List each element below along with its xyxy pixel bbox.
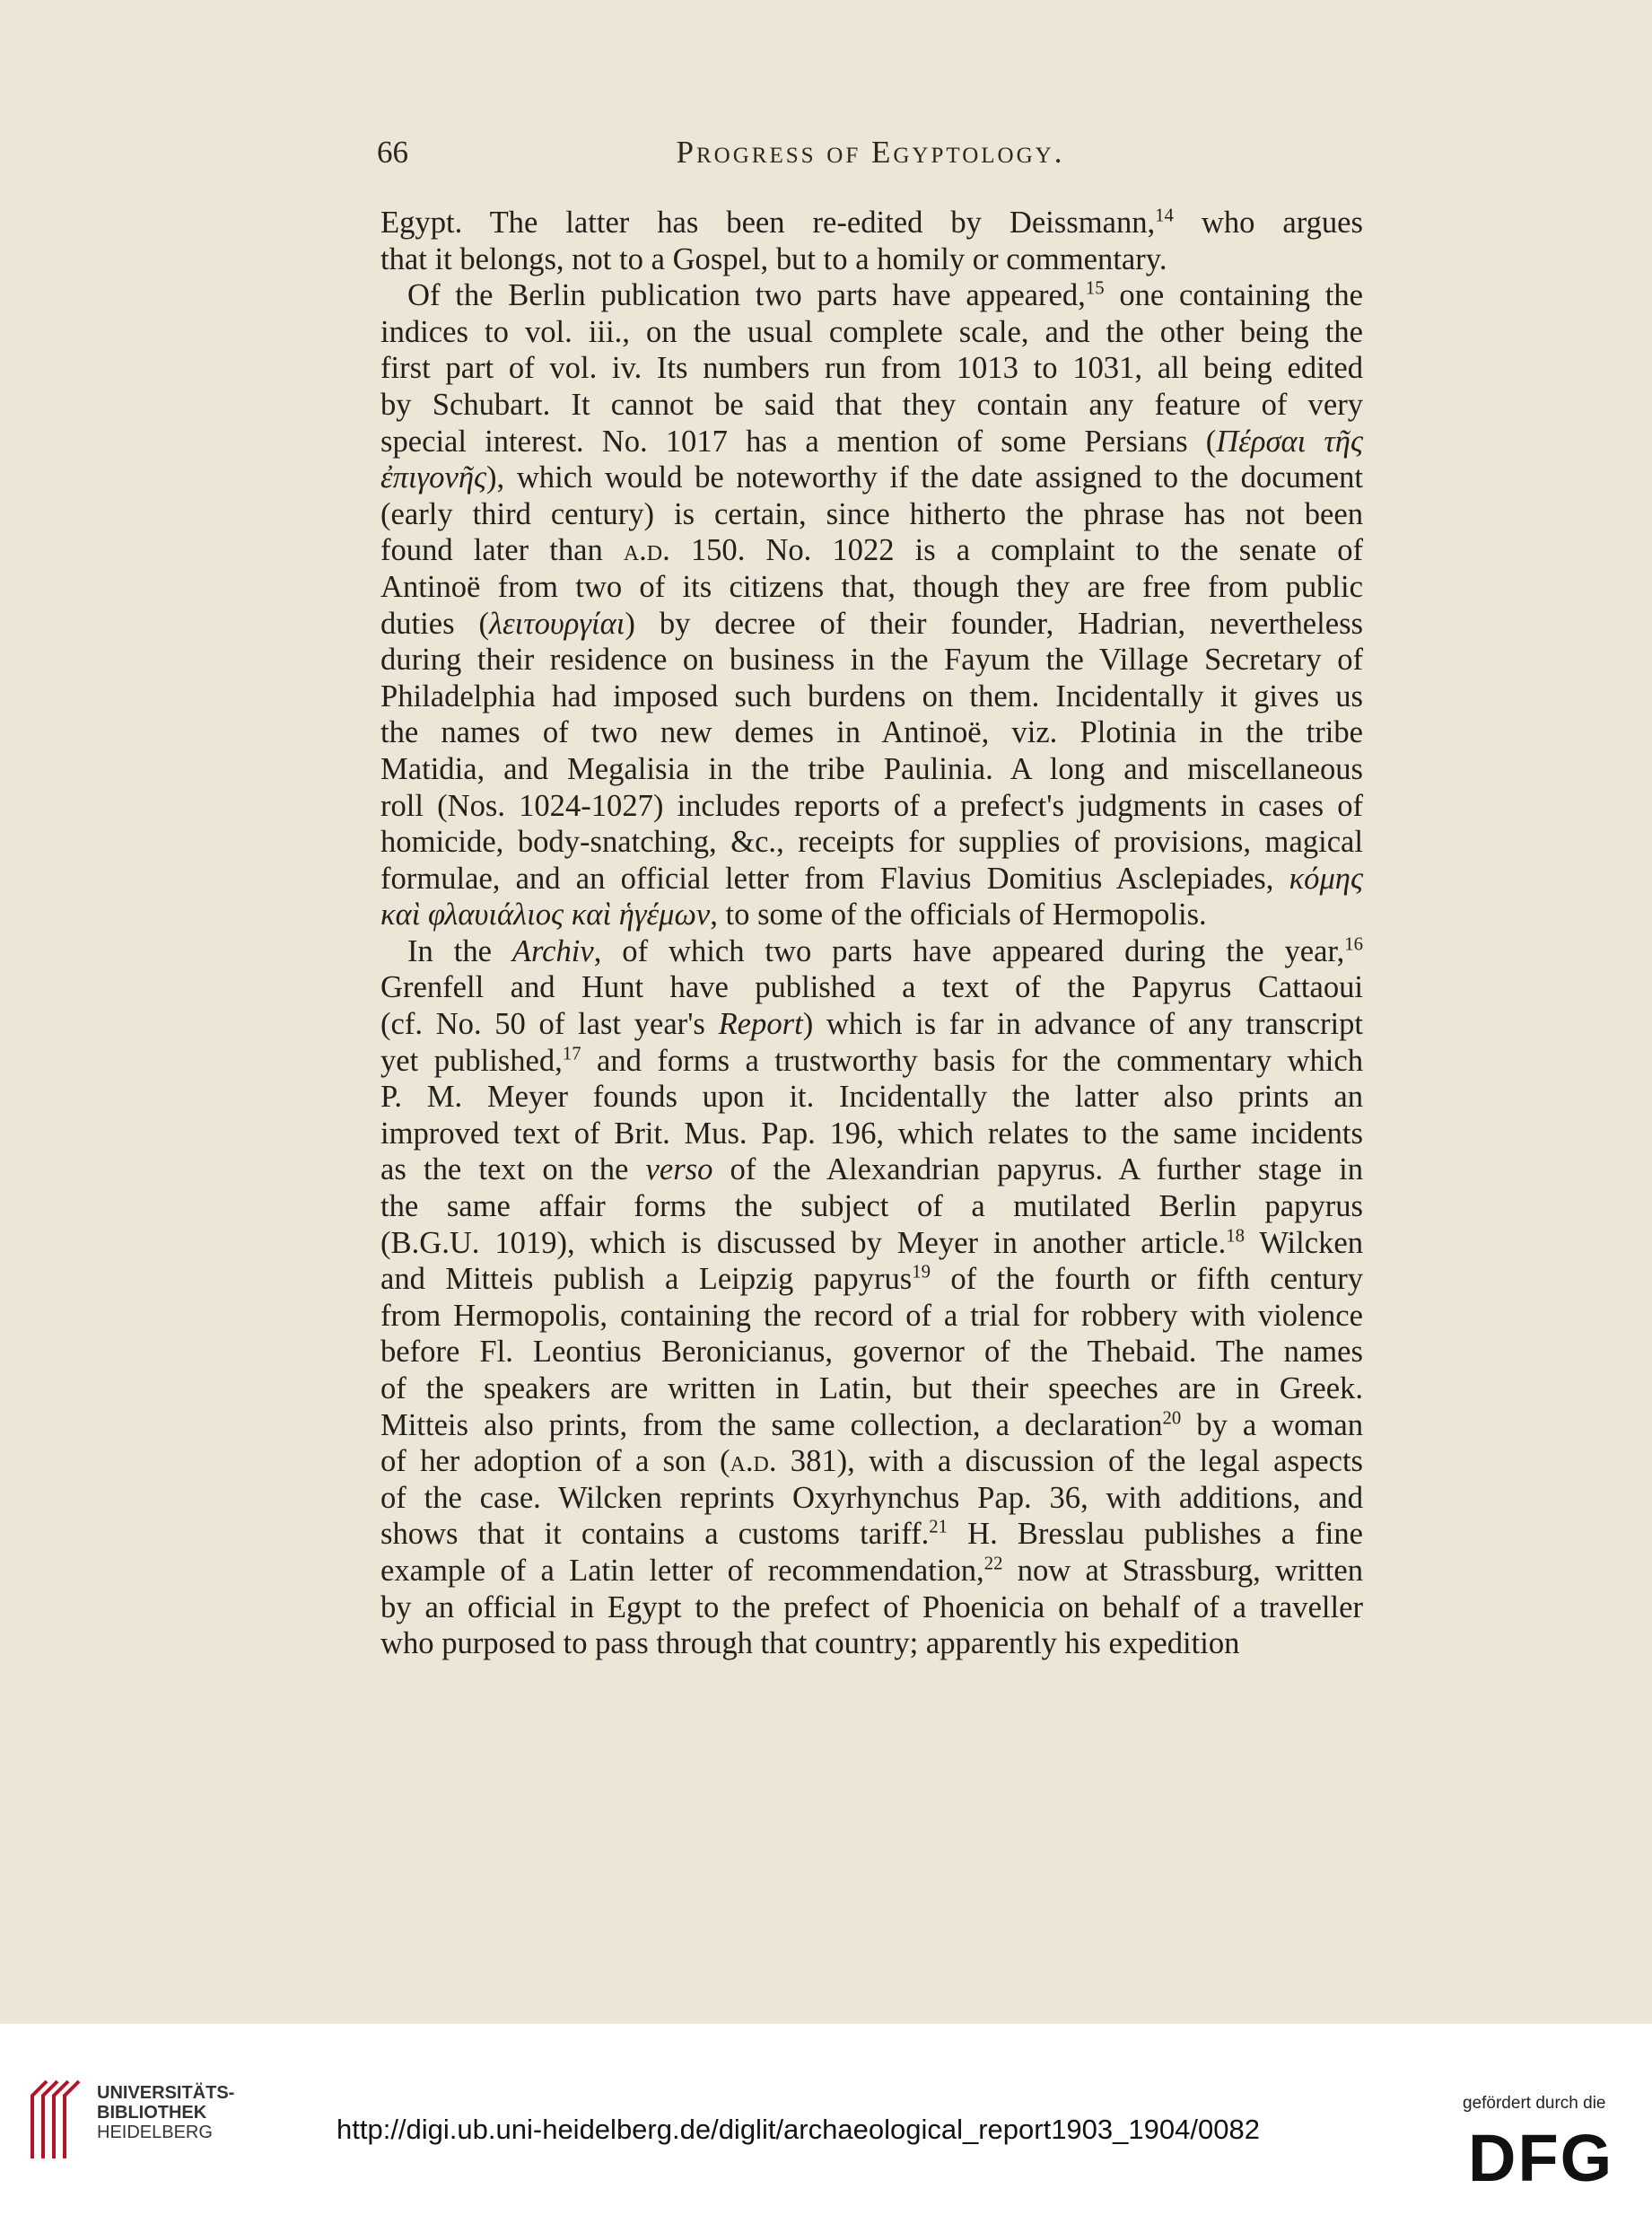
italic-run: καὶ φλαυιάλιος καὶ ἡγέμων [380,897,711,932]
text-run: Antinoë from two of its citizens that, though they are free from public [380,569,1363,604]
text-run: first part of vol. iv. Its numbers run from 1013 to 1031, all being edited [380,351,1363,386]
text-line [380,824,1363,861]
text-run: Of the Berlin publication two parts have appeared, [407,278,1086,313]
text-run: the same affair forms the subject of a mutilated Berlin papyrus [380,1189,1363,1224]
text-line [380,1516,1363,1553]
text-line [380,1298,1363,1335]
text-line [380,350,1363,387]
text-line [380,387,1363,424]
text-run: and forms a trustworthy basis for the commentary which [581,1043,1364,1078]
text-run: P. M. Meyer founds upon it. Incidentally the latter also prints an [380,1080,1363,1115]
text-line [380,1043,1363,1080]
text-line [380,606,1363,643]
text-run: before Fl. Leontius Beronicianus, governor of the Thebaid. The names [380,1335,1363,1370]
text-line [380,569,1363,606]
text-run: of her adoption of a son ( [380,1444,730,1479]
text-run: 381), with a discussion of the legal aspects [776,1444,1364,1479]
footnote-ref: 21 [929,1517,948,1537]
text-run: (B.G.U. 1019), which is discussed by Meyer in another article. [380,1225,1227,1260]
text-run: example of a Latin letter of recommendation, [380,1553,984,1588]
footnote-ref: 19 [912,1262,931,1283]
small-caps-run: a.d. [730,1444,777,1479]
text-line [380,679,1363,715]
text-run: of the fourth or fifth century [930,1262,1363,1297]
footnote-ref: 14 [1155,206,1174,226]
text-line [380,1116,1363,1152]
dfg-logo: DFG [1468,2121,1614,2195]
italic-run: Archiv [511,933,594,968]
page-number: 66 [377,135,408,170]
footnote-ref: 17 [562,1044,581,1064]
library-name-line: HEIDELBERG [97,2123,213,2142]
text-line [380,1625,1363,1662]
running-title: Progress of Egyptology. [676,135,1065,170]
text-line [380,751,1363,788]
text-run: Matidia, and Megalisia in the tribe Paulinia. A long and miscellaneous [380,751,1363,786]
text-run: during their residence on business in the Fayum the Village Secretary of [380,643,1363,678]
text-run: who purposed to pass through that country; apparently his expedition [380,1626,1240,1661]
text-line [380,861,1363,897]
text-run: ) which is far in advance of any transcript [802,1007,1363,1042]
text-line [380,1225,1363,1262]
italic-run: Report [718,1007,803,1042]
italic-run: κόμης [1289,861,1363,896]
text-line [380,1480,1363,1517]
italic-run: Πέρσαι τῆς [1216,424,1363,459]
text-run: Grenfell and Hunt have published a text of the Papyrus Cattaoui [380,970,1363,1005]
library-name-line: UNIVERSITÄTS- [97,2083,235,2103]
text-run: Egypt. The latter has been re-edited by Deissmann, [380,206,1156,240]
text-run: ), which would be noteworthy if the date assigned to the document [486,460,1363,495]
text-run: 150. No. 1022 is a complaint to the senate of [669,533,1364,568]
text-run: Wilcken [1245,1225,1363,1260]
text-run: of the case. Wilcken reprints Oxyrhynchus Pap. 36, with additions, and [380,1480,1363,1515]
text-run: Philadelphia had imposed such burdens on them. Incidentally it gives us [380,679,1363,714]
text-line [380,1334,1363,1370]
text-line [380,277,1363,314]
footnote-ref: 20 [1162,1408,1182,1429]
text-line [380,897,1363,933]
text-line [380,314,1363,351]
library-name-line: BIBLIOTHEK [97,2103,207,2123]
text-run: as the text on the [380,1152,646,1187]
text-line [380,205,1363,241]
text-line [380,532,1363,569]
text-run: found later than [380,533,624,568]
text-line [380,714,1363,751]
text-run: H. Bresslau publishes a fine [948,1517,1363,1552]
text-line [380,933,1363,970]
text-run: now at Strassburg, written [1002,1553,1363,1588]
body-text [380,205,1363,1662]
text-line [380,1443,1363,1480]
university-library-name [97,2083,234,2142]
text-run: homicide, body-snatching, &c., receipts for supplies of provisions, magical [380,825,1363,860]
italic-run: λειτουργίαι [489,606,625,641]
text-run: duties ( [380,606,490,641]
text-run: improved text of Brit. Mus. Pap. 196, which relates to the same incidents [380,1116,1363,1151]
text-line [380,1261,1363,1298]
footnote-ref: 16 [1344,934,1363,955]
text-run: who argues [1173,206,1363,240]
dfg-caption: gefördert durch die [1463,2094,1606,2113]
text-run: by a woman [1181,1407,1364,1442]
text-line [380,1589,1363,1626]
text-run: roll (Nos. 1024-1027) includes reports of a prefect's judgments in cases of [380,788,1363,823]
italic-run: verso [645,1152,713,1187]
text-run: (cf. No. 50 of last year's [380,1007,719,1042]
text-line [380,1151,1363,1188]
text-run: and Mitteis publish a Leipzig papyrus [380,1262,913,1297]
text-run: shows that it contains a customs tariff. [380,1517,930,1552]
text-line [380,642,1363,679]
text-line [380,496,1363,533]
footnote-ref: 18 [1226,1226,1245,1247]
text-line [380,969,1363,1006]
text-run: by an official in Egypt to the prefect of Phoenicia on behalf of a traveller [380,1589,1363,1624]
text-run: ) by decree of their founder, Hadrian, nevertheless [625,606,1364,641]
text-line [380,241,1363,278]
text-run: (early third century) is certain, since hitherto the phrase has not been [380,496,1363,531]
text-line [380,1407,1363,1444]
source-url-link[interactable]: http://digi.ub.uni-heidelberg.de/diglit/archaeological_report1903_1904/0082 [337,2114,1260,2145]
text-line [380,788,1363,825]
text-line [380,1370,1363,1407]
text-run: of the speakers are written in Latin, but their speeches are in Greek. [380,1371,1363,1405]
text-run: In the [407,933,512,968]
text-run: of the Alexandrian papyrus. A further stage in [712,1152,1363,1187]
italic-run: ἐπιγονῆς [380,460,487,495]
viewer-footer [0,2024,1652,2215]
text-run: formulae, and an official letter from Flavius Domitius Asclepiades, [380,861,1289,896]
text-line [380,1006,1363,1043]
text-line [380,1188,1363,1225]
page-header [377,135,1364,179]
text-run: from Hermopolis, containing the record of a trial for robbery with violence [380,1298,1363,1333]
text-line [380,424,1363,460]
small-caps-run: a.d. [623,533,670,568]
text-run: the names of two new demes in Antinoë, viz. Plotinia in the tribe [380,715,1363,750]
text-run: special interest. No. 1017 has a mention of some Persians ( [380,424,1217,459]
text-run: Mitteis also prints, from the same collection, a declaration [380,1407,1163,1442]
text-run: , to some of the officials of Hermopolis. [710,897,1207,932]
footnote-ref: 15 [1085,278,1105,299]
text-line [380,1079,1363,1116]
text-run: one containing the [1104,278,1363,313]
text-run: by Schubart. It cannot be said that they contain any feature of very [380,387,1363,422]
text-run: that it belongs, not to a Gospel, but to a homily or commentary. [380,241,1167,276]
text-line [380,460,1363,496]
text-run: yet published, [380,1043,563,1078]
text-run: indices to vol. iii., on the usual complete scale, and the other being the [380,314,1363,349]
footnote-ref: 22 [983,1554,1003,1574]
text-line [380,1553,1363,1589]
university-library-logo-icon [29,2078,83,2160]
text-run: , of which two parts have appeared during the year, [593,933,1345,968]
